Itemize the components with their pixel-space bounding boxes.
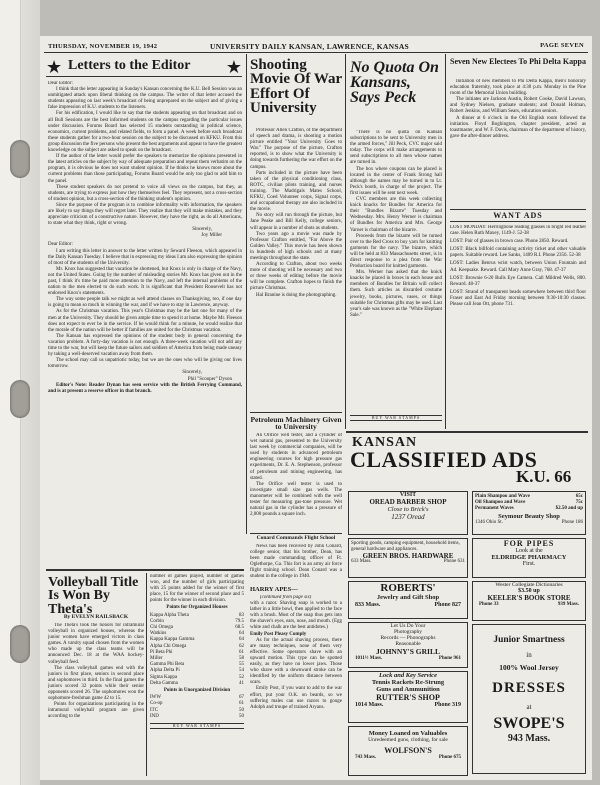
ad-line: Reasonable [395,641,421,647]
masthead-date: THURSDAY, NOVEMBER 19, 1942 [48,43,158,50]
letter-paragraph: The way some people talk we might as well attend classes on Thanksgiving, too, if one day is going to mean so much in winning the war, and if we have to stay in Lawrence, anyway. [48,297,242,309]
petroleum-headline: Petroleum Machinery Given to University [250,415,342,432]
ad-line: Oil Shampoo and Wave [475,500,526,506]
ad-line: Let Us Do Your [390,623,426,629]
team-points: 41 [239,680,244,686]
team-name: Kappa Alpha Theta [150,612,189,618]
ad-line: Lock and Key Service [379,672,437,679]
letters-body [48,81,242,567]
ad-line: JOHNNY'S GRILL [376,647,440,656]
editors-note: Editor's Note: Reader Dynan has seen service with the British Ferrying Command, and is at present a reserve officer in that branch. [48,382,242,394]
article-paragraph: The initiates are Jackson Austin, Robert Cooke, David Lawson, and Sydney Nielsen, graduate students; and Donald Holman, Robert Jenkins, and William Sears, education seniors. [450,97,586,115]
ad-line: Wester Collegiate Dictionaries [495,582,563,588]
ad-line: Close to Brick's [387,506,429,513]
volleyball-standings [150,574,244,776]
article-paragraph: CVC members are this week collecting knick knacks for Bundles for America for their "Bundles Bizarre" Tuesday and Wednesday. Mrs. Henry Werner is chairman of Bundles for America and Mrs. George Varner is chairman of the bizarre. [350,197,442,233]
letter-paragraph: Since the purpose of the program is to combine informality with information, the speakers are likely to say things they will regret later. They realize that they will make mistakes, and they appreciate criticism of a constructive nature. However, they have the right, as do all Americans, to state what they think, right or wrong. [48,202,242,227]
ad-line: Phone 675 [438,755,461,760]
article-paragraph: As for the actual shaving process, there are many techniques, none of them very effective. Some operators shave with an upward motion. This type can be spotted easily, as they have no lower jaws. Those who shave with a downward stroke can be identified by the uniform distance between scars. [250,637,342,686]
closing: Sincerely, [182,370,202,376]
binder-hole [10,380,30,418]
ad-line: Phone 827 [434,602,461,608]
team-name: Alpha Chi Omega [150,643,187,649]
want-ad-item: LOST: Ladies Benrus wrist watch, between Union Fountain and Ad. Keepsake. Reward. Call Mary Anne Gray, 768. 47-37 [450,261,586,273]
unorg-standings [150,695,244,720]
ad-line: SWOPE'S [493,715,565,732]
war-stamps-strip: BUY WAR STAMPS [350,415,442,421]
ad-line: 1346 Ohio St. [475,519,503,525]
team-name: Corbin [150,618,164,624]
ad-line: 633 Mass. [351,559,372,564]
article-paragraph: A dinner at 6 o'clock in the Old English room followed the initiation. Floyd Boghington, chapter president, acted as toastmaster, and W. F. Davis, chairman of the department of history, gave the after-dinner address. [450,115,586,139]
letters-title: Letters to the Editor [68,58,191,73]
letter-paragraph: The school may call us unpatriotic today, but we are the ones who will be giving our lives tomorrow. [48,358,242,370]
ad-line: FOR PIPES [503,539,555,548]
team-name: IWW [150,695,162,701]
ad-line: 939 Mass. [557,602,579,607]
ad-line: OREAD BARBER SHOP [369,498,447,506]
article-paragraph: No story will run through the picture, but Jane Peake and Bill Kelly, college seniors, will appear in a number of shots as students. [250,213,342,231]
team-points: 64 [239,631,244,637]
signer: Joy Miller [201,233,222,239]
team-points: 58 [239,655,244,661]
ad-line: in [526,651,532,659]
article-paragraph: Two years ago a movie was made by Professor Crafton entitled, "Far Above the Golden Valley." This movie has been shown in hundreds of high schools and at many meetings throughout the state. [250,231,342,261]
team-points: 61 [239,649,244,655]
article-paragraph: Emily Post, if you want to add to the war effort, put your O.K. on beards, so we suffering males can use razors to gouge Adolph and troupe of trained Aryans. [250,686,342,710]
article-paragraph: Initiation of new members to Phi Delta Kappa, men's honorary education fraternity, took place at 4:30 p.m. Monday in the Pine room of the Memorial Union building. [450,79,586,97]
ad-line: 1237 Oread [391,513,425,521]
team-points: 55 [239,662,244,668]
ad-line: RUTTER'S SHOP [376,693,440,702]
team-points: 50 [239,707,244,713]
wolfsons-ad [348,726,468,776]
team-points: 67 [239,695,244,701]
team-name: Pi Beta Phi [150,649,173,655]
team-name: Alpha Delta Pi [150,668,180,674]
oread-barber-ad [348,491,468,535]
ad-line: ROBERTS' [380,582,436,594]
ad-line: KEELER'S BOOK STORE [487,594,571,602]
closing: Sincerely, [192,227,212,233]
want-ad-item: LOST: Brownie 6-20 Bulls Eye Camera. Call Mildred Wells, 800. Reward. 48-37 [450,275,586,287]
ad-line: 1011½ Mass. [355,656,383,661]
quota-headline: No Quota On Kansans, Says Peck [350,59,439,107]
ad-line: 943 Mass. [507,733,551,744]
team-points: 68.5 [235,624,244,630]
article-paragraph: Points for organizations participating in the intramural volleyball program are given according to the [48,702,144,720]
ad-line: Phone 319 [434,702,461,708]
ad-line: Tennis Rackets Re-Strung [371,679,445,686]
volleyball-body [48,623,144,775]
ad-line: DRESSES [492,680,566,696]
shooting-body [250,128,342,410]
roberts-jewelry-ad [348,581,468,619]
war-stamps-strip: BUY WAR STAMPS [150,723,244,729]
eldridge-pipes-ad [472,538,586,578]
newspaper-page [40,36,592,780]
binding-edge [0,0,40,785]
ad-line: Photography [393,629,423,635]
letter-paragraph: Mr. Knox has suggested that vacation be shortened, but Knox is only in charge of the Navy, not the United States. Going by the number of misleading stories Mr. Knox has given out in the past, I think it's time he paid more attention to the Navy, and left the internal problems of the nation to the men elected to do such work. It is significant that President Roosevelt has not endorsed Knox's statements. [48,266,242,297]
ad-line: Jewelry and Gift Shop [376,594,440,601]
ad-line: Phone 961 [438,656,461,661]
team-points: 79.5 [235,618,244,624]
ad-line: Money Loaned on Valuables [368,730,448,737]
article-paragraph: The Orifice well tester is used to investigate small size gas wells. The manometer will be combined with the well tester for measuring gas-tone pressure. Wet natural gas in the cylinder has a pressure of 2,000 pounds a square inch. [250,481,342,518]
ad-line: Phone 33 [479,602,499,607]
shooting-headline: Shooting Movie Of War Effort Of University [250,57,342,116]
ad-line: 743 Mass. [355,755,377,760]
team-points: 50 [239,713,244,719]
letter-paragraph: I think that the letter appearing in Sunday's Kansan concerning the K.U. Bell Session was an unmitigated attack upon liberal thinking on the campus. The writer of that letter accused the students appearing on last week's broadcast of being unprepared on the subject and of giving a false impression of K.U. students to the listeners. [48,87,242,111]
article-paragraph: "There is no quota on Kansan subscriptions to be sent to University men in the armed forces," Jill Peck, CVC major said today. The corps will make arrangements to send subscriptions to all men whose names are turned in. [350,130,442,166]
standings-row [150,714,244,720]
team-name: Watkins [150,631,167,637]
team-name: Co-op [150,701,163,707]
ad-line: First. [522,561,536,567]
ad-price: 75c [575,500,583,506]
classified-phone: K.U. 66 [516,467,572,486]
article-paragraph: The Theta's took the honors for intramural volleyball in organized houses, whereas the junior women have emerged victors in class games. A varsity squad chosen from the women who made up the class teams will be announced Dec. 18 at the WAA hockey-volleyball feed. [48,623,144,665]
article-paragraph: News has been received by John Conard, college senior, that his brother, Dean, has been made commanding officer of Ft. Oglethorpe, Ga. This fort is an army air force flight training school. Dean Conard was a student in the college in 1940. [250,544,342,580]
ad-line: Junior Smartness [493,635,565,645]
masthead-page: PAGE SEVEN [540,42,584,49]
want-ad-item: LOST: Strand of transparent beads somewhere between third floor Fraser and East Ad Friday morning between 9:30-10:30 classes. Please call Jean Ott, phone 731. [450,289,586,308]
harry-body [250,595,342,777]
ad-line: Guns and Ammunition [376,686,440,693]
team-name: Gamma Phi Beta [150,662,185,668]
signer: Phil "Scooper" Dyson [187,376,232,382]
ad-line: VISIT [399,492,417,498]
keelers-bookstore-ad [472,581,586,621]
kappa-body [450,79,586,215]
team-points: 52 [239,674,244,680]
ad-line: 1014 Mass. [355,702,384,708]
team-points: 54 [239,668,244,674]
ad-line: Look at the [515,548,543,554]
ad-price: $2.50 and up [555,506,583,512]
harry-subhead: (continued from page six) [260,595,312,600]
org-standings [150,613,244,687]
ad-line: Permanent Waves [475,506,514,512]
harry-subhead2: Emily Post Pleasy Comply [250,631,307,637]
ad-price: 65c [575,494,583,499]
ad-line: 833 Mass. [355,602,381,608]
petroleum-body [250,433,342,531]
johnnys-grill-ad [348,622,468,668]
team-name: IND [150,713,159,719]
ad-line: GREEN BROS. HARDWARE [362,552,454,560]
article-paragraph: Proceeds from the bizarre will be turned over to the Red Cross to buy yarn for knitting garments for the navy. The bizarre, which will be held at 833 Massachusetts street, is in direct response to a plea from the War Production board for knitted garments. [350,233,442,270]
article-paragraph: Professor Allen Crafton, of the department of speech and drama, is shooting a motion picture entitled "Your University Goes to War." The purpose of the picture, Crafton reported, is to show what the University is doing towards furthering the war effort on the campus. [250,128,342,170]
team-name: ITC [150,707,159,713]
want-ad-item: LOST: Pair of glasses in brown case. Phone 2850. Reward. [450,239,569,245]
article-paragraph: The class volleyball games end with the juniors in first place, seniors in second place and sophomores in third. In the final games the juniors scored 32 points while their senior opponents scored 26. The sophomores won the sophomore-freshman game 42 to 15. [48,665,144,702]
salutation: Dear Editor: [48,81,73,86]
ad-line: Phone 186 [561,519,583,525]
article-paragraph: with a razor. Shaving soap is worked to a lather in a little bowl, then applied to the face with a brush. Most of the soap thus gets into the shaver's eyes, ears, nose, and mouth. (Egg white and chalk are the best antidotes.) [250,601,342,631]
volleyball-headline: Volleyball Title Is Won By Theta's [48,575,139,617]
want-ads-list [450,225,586,421]
team-name: Sigma Kappa [150,674,178,680]
team-points: 61 [239,701,244,707]
salutation: Dear Editor: [48,242,73,248]
ad-line: Unredeemed guns, clothing, for sale [368,737,448,743]
want-ads-header: WANT ADS [450,209,586,222]
article-paragraph: Mrs. Werner has asked that the knick knacks be placed in boxes in each house and members of Bundles for Britain will collect them. Such articles as discarded costume jewelry, books, pictures, vases, or things suitable for Christmas gifts may be used. Last year's sale was known as the "White Elephant Sale." [350,270,442,318]
green-bros-ad [348,538,468,578]
letter-paragraph: If the author of the letter would prefer the speakers to memorize the opinions presented in the latest articles on the subject by way of adequate preparation and repeat them verbatim on the program, it is obvious he does not want student opinion. If he thinks he knows more about the current problems than those participating, Forums Board would be only too glad to add him to the panel. [48,154,242,184]
rutters-shop-ad [348,671,468,723]
ad-line: 100% Wool Jersey [499,663,559,672]
masthead-paper: UNIVERSITY DAILY KANSAN, LAWRENCE, KANSAS [210,42,410,51]
team-points: 64 [239,637,244,643]
letter-paragraph: As for the Christmas vacation. This year's Christmas may be the last one for many of the men at the University. They should be given ample time to spend it at home. Maybe Mr. Fleeson does not expect to ever be in the service. If he would think for a minute, he would realize that the morale of the nation will be better if families are united for the Christmas vacation. [48,309,242,333]
letters-header [46,56,242,77]
ad-line: $3.50 up [518,588,540,594]
conard-headline: Conard Commands Flight School [256,535,336,541]
article-paragraph: An Orifice well tester, and a cylinder of wet natural gas, presented to the University last week by commercial companies, will be used by students in advanced petroleum engineering courses for high pressure gas experiments, Dr. E. A. Stephenson, professor of petroleum and mining engineering, has stated. [250,433,342,481]
standings-row [150,681,244,687]
swopes-dresses-ad [472,624,586,774]
ad-line: Phone 631 [443,559,465,564]
letter-paragraph: These student speakers do not pretend to voice all views on the campus, but they, as students, are trying to express just how they themselves feel. They represent, not a cross-section of student opinion, but a cross-section of the thinking student's opinion. [48,184,242,202]
classified-title: CLASSIFIED ADS [350,447,538,472]
want-ad-item: LOST MONDAY: Herringbone reading glasses in bright red leather case. Helen Ruth Maxey, 1149-J. 52-38 [450,225,586,237]
team-name: Chi Omega [150,624,173,630]
article-paragraph: According to Crafton, about two weeks more of shooting will be necessary and two or three weeks of editing before the movie will be complete. Crafton hopes to finish the picture Christmas. [250,262,342,292]
binder-hole [10,140,30,178]
team-points: 62 [239,643,244,649]
conard-body [250,544,342,584]
kappa-headline: Seven New Electees To Phi Delta Kappa [450,57,586,66]
team-points: 83 [239,612,244,618]
unorg-header: Points in Unorganized Division [163,688,231,693]
classified-kansan: KANSAN [352,435,418,450]
seymour-beauty-ad [472,491,586,535]
team-name: Miller [150,655,163,661]
volleyball-byline: By EVELYN RAILSBACK [63,614,129,620]
article-paragraph: Hal Branine is doing the photographing. [256,292,337,298]
ad-line: Plain Shampoo and Wave [475,494,530,499]
article-paragraph: Parts included in the picture have been taken of the physical conditioning class, ROTC, civilian pilots training, and nurses training. The Madrigals Mates School, KFKU, Coed Volunteer corps, Signal corps, and occupational therapy are also included in the movie. [250,170,342,213]
star-icon: ★ [225,57,242,77]
harry-headline: HARRY APES— [250,586,298,593]
ad-line: Seymour Beauty Shop [498,512,560,520]
ad-line: Sporting goods, camping equipment, household items, general hardware and appliances. [351,541,460,552]
ad-line: ELDRIDGE PHARMACY [491,554,567,561]
team-name: Delta Gamma [150,680,178,686]
letter-paragraph: The Kansan has expressed the opinions of the student body in general concerning the vacation problem. A forty-day vacation is not enough. A three-week vacation will not add any time to the war, but will keep the future sailors and soldiers of America from being made uneasy by taking a well-deserved vacation away from them. [48,333,242,358]
want-ad-item: LOST: Black billfold containing activity ticket and other valuable papers. Suitable reward. Lee Sanks, 1409 R.I. Phone 2356. 52-38 [450,247,586,259]
letter-paragraph: I am writing this letter in answer to the letter written by Seward Fleeson, which appeared in the Daily Kansan Tuesday. I believe that in expressing my ideas I am also expressing the opinion of most of the students of the University. [48,248,242,266]
ad-line: at [526,703,532,711]
binder-hole [10,625,30,663]
letter-paragraph: For his edification, I would like to say that the students appearing on that broadcast and on all Bull Sessions are the best informed students on the campus regarding the particular issues under discussion. Forums Board has selected 15 students outstanding in political science, economics, current problems, and related fields, to form a panel. A week before each broadcast these students gather for a two-hour session on the subject to be discussed on KFKU. From this group discussion the five persons who present the best arguments and appear to have the greatest knowledge on the subject are asked to speak on the broadcast. [48,111,242,154]
quota-body [350,130,442,408]
ad-line: Records — Phonographs [380,635,436,641]
article-paragraph: number of games played, number of games won, and the number of girls participating with 25 points added for the winner of first place, 15 for the winner of second place and 5 points for the winner in each division. [150,574,244,604]
star-icon: ★ [46,57,63,77]
team-name: Kappa Kappa Gamma [150,637,195,643]
ad-line: WOLFSON'S [384,746,432,755]
article-paragraph: The box where coupons can be placed is located in the center of Frank Strong hall although the names may be turned in to Lt. Peck's booth, in charge of the project. The first issues will be sent next week. [350,166,442,196]
org-header: Points for Organized Houses [166,605,228,611]
